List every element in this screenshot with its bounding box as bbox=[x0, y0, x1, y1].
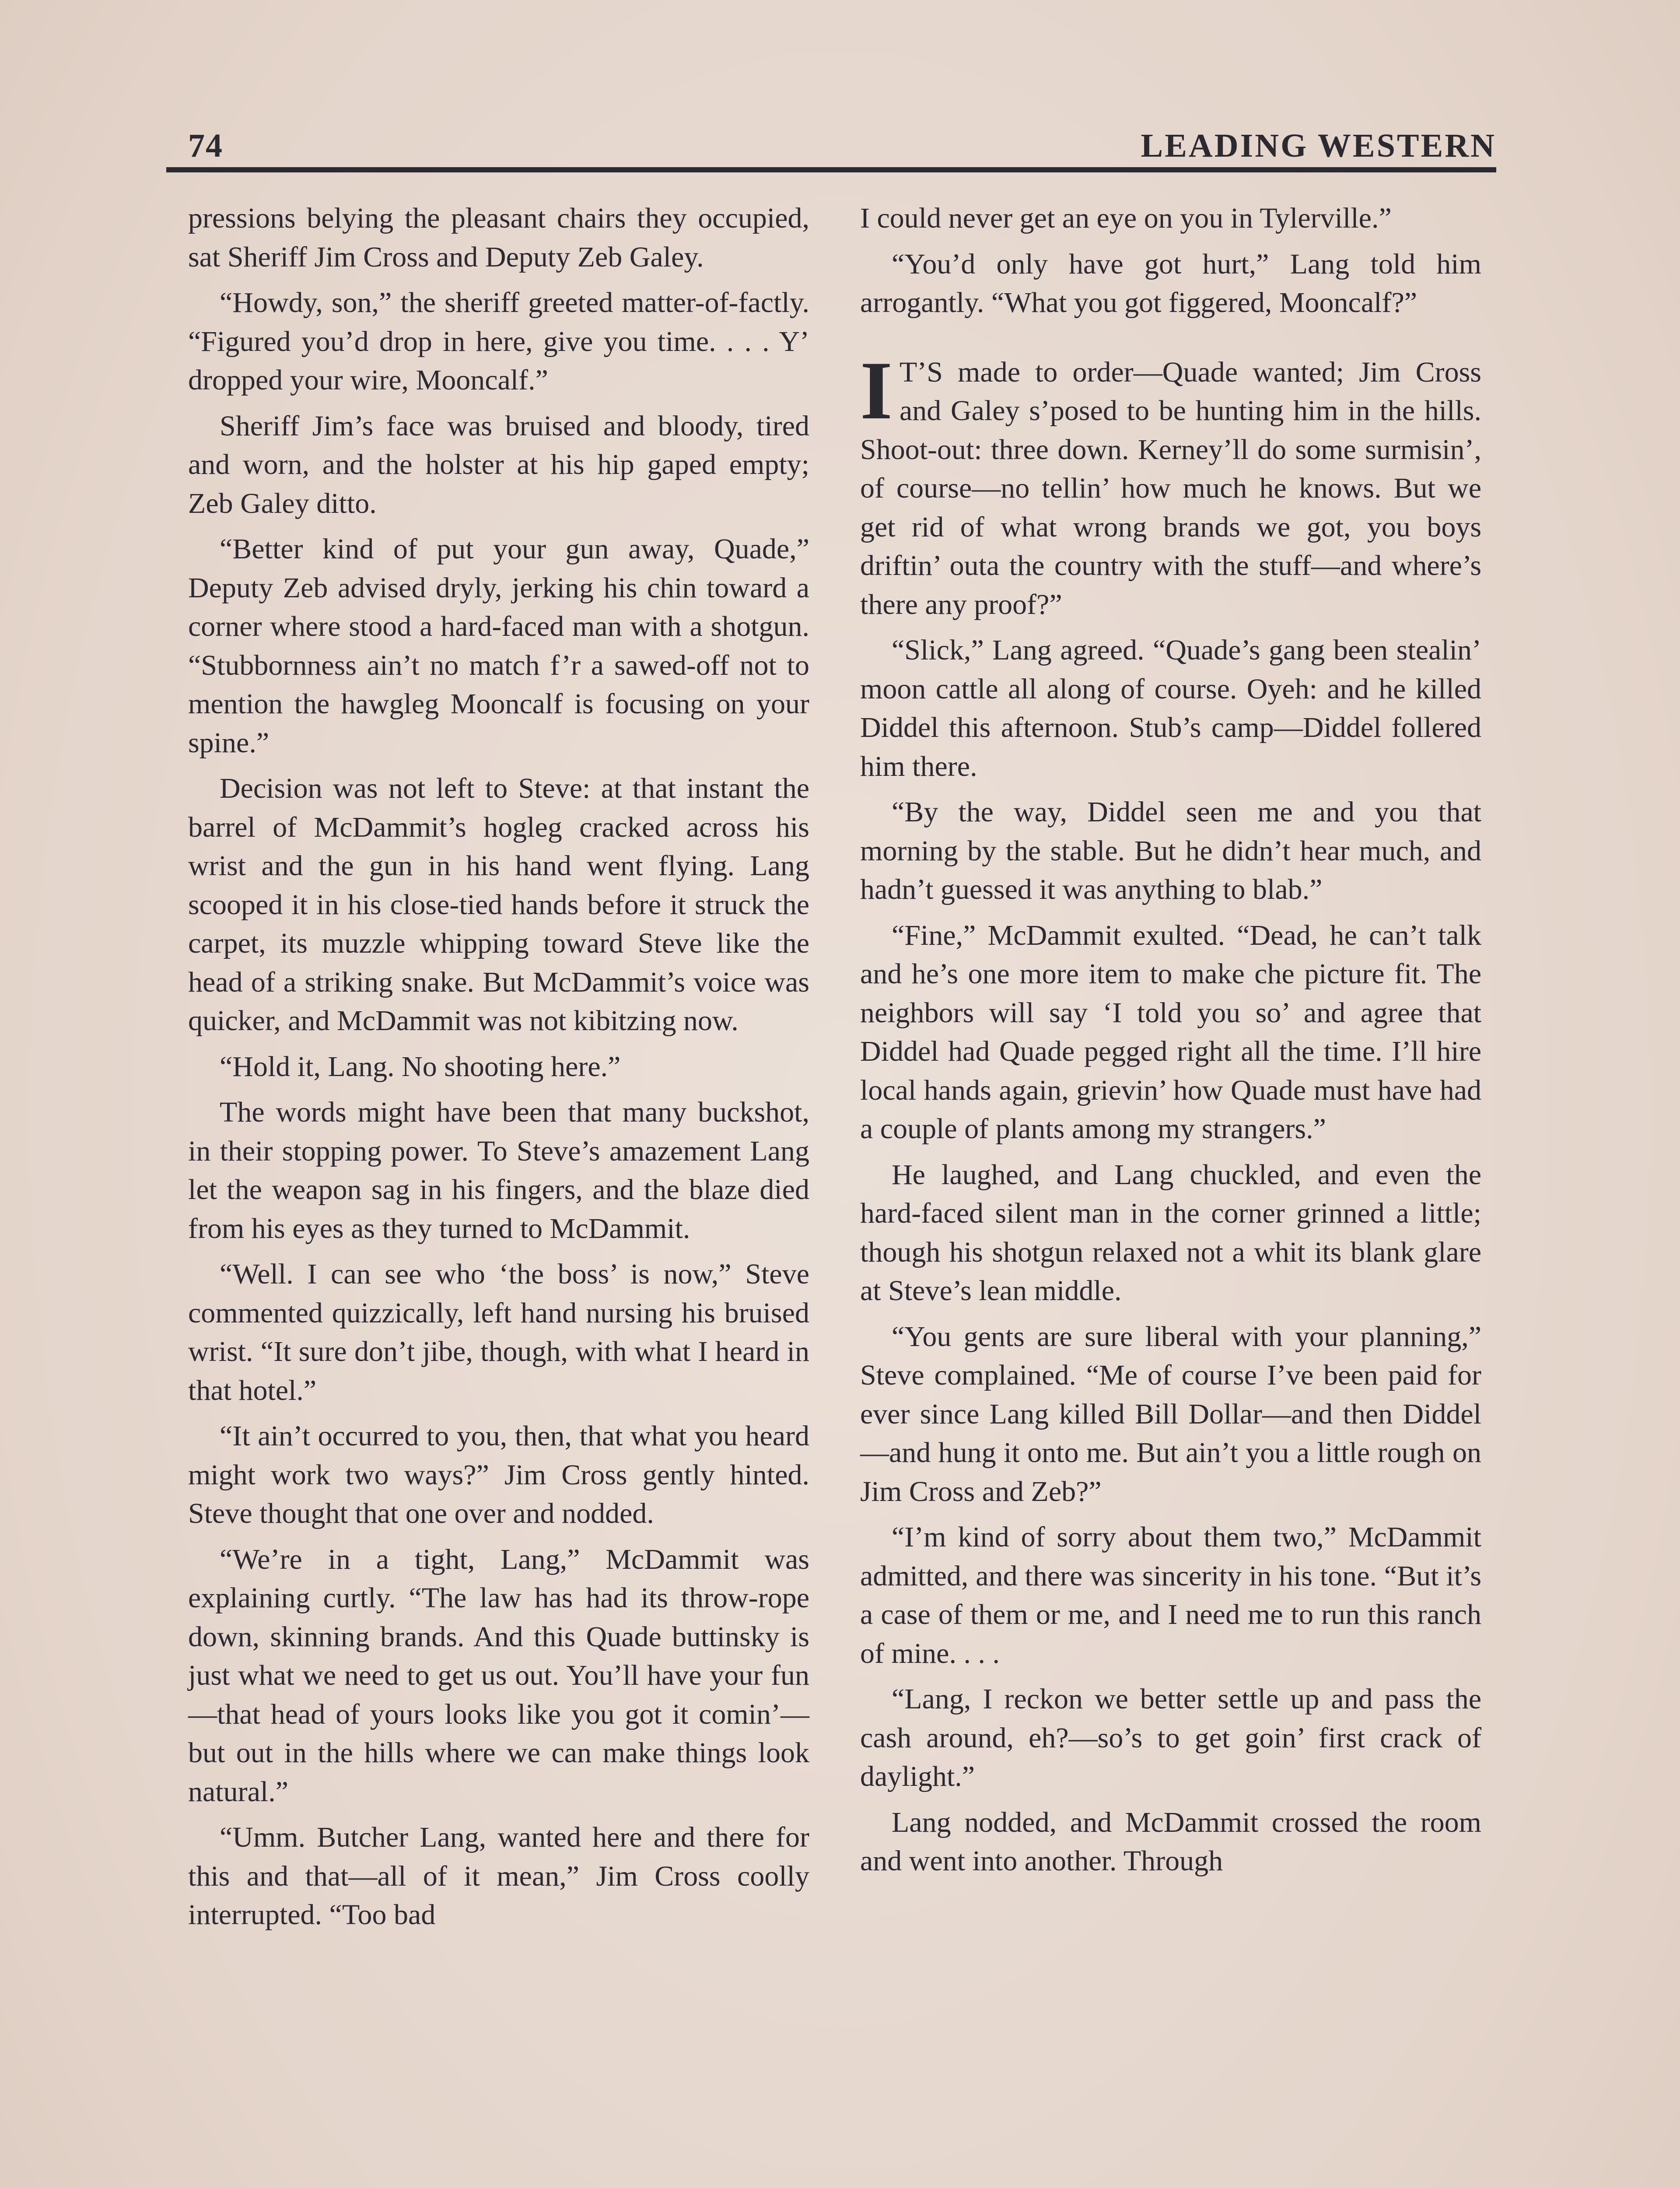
paragraph: Sheriff Jim’s face was bruised and bloody, tired and worn, and the holster at his hip gaped empty; Zeb Galey ditto. bbox=[188, 410, 809, 519]
paragraph: “Hold it, Lang. No shooting here.” bbox=[220, 1050, 621, 1083]
paragraph: Decision was not left to Steve: at that instant the barrel of McDammit’s hogleg cracked across his wrist and the gun in his hand went flying. Lang scooped it in his close-tied hands before it struck the carpet, its muzzle whipping toward Steve like the head of a striking snake. But McDammit’s voice was quicker, and McDammit was not kibitzing now. bbox=[188, 772, 809, 1037]
section-opening-text: T’S made to order—Quade wanted; Jim Cross and Galey s’posed to be hunting him in the hills. Shoot-out: three down. Kerney’ll do some surmisin’, of course—no tellin’ how much he knows. But we get rid of what wrong brands we got, you boys driftin’ outa the country with the stuff—and where’s there any proof?” bbox=[860, 356, 1481, 621]
paragraph: “Lang, I reckon we better settle up and pass the cash around, eh?—so’s to get goin’ first crack of daylight.” bbox=[860, 1683, 1481, 1792]
paragraph: “Better kind of put your gun away, Quade,” Deputy Zeb advised dryly, jerking his chin toward a corner where stood a hard-faced man with a shotgun. “Stubbornness ain’t no match f’r a sawed-off not to mention the hawgleg Mooncalf is focusing on your spine.” bbox=[188, 533, 809, 759]
left-column bbox=[188, 199, 809, 1942]
paragraph: “It ain’t occurred to you, then, that what you heard might work two ways?” Jim Cross gently hinted. Steve thought that one over and nodded. bbox=[188, 1420, 809, 1529]
running-title: LEADING WESTERN bbox=[1141, 127, 1496, 164]
paragraph: “Fine,” McDammit exulted. “Dead, he can’t talk and he’s one more item to make che picture fit. The neighbors will say ‘I told you so’ and agree that Diddel had Quade pegged right all the time. I’ll hire local hands again, grievin’ how Quade must have had a couple of plants among my strangers.” bbox=[860, 919, 1481, 1145]
paragraph: “Umm. Butcher Lang, wanted here and there for this and that—all of it mean,” Jim Cross coolly interrupted. “Too bad bbox=[188, 1821, 809, 1931]
paragraph: “I’m kind of sorry about them two,” McDammit admitted, and there was sincerity in his tone. “But it’s a case of them or me, and I need me to run this ranch of mine. . . . bbox=[860, 1521, 1481, 1669]
header-rule bbox=[166, 167, 1496, 172]
drop-cap: I bbox=[860, 344, 892, 437]
right-column bbox=[860, 199, 1481, 1888]
section-opening-paragraph bbox=[860, 344, 1481, 624]
page-header bbox=[188, 127, 1496, 171]
paragraph: “Slick,” Lang agreed. “Quade’s gang been stealin’ moon cattle all along of course. Oyeh: and he killed Diddel this afternoon. Stub’s camp—Diddel follered him there. bbox=[860, 634, 1481, 782]
page-number: 74 bbox=[188, 127, 223, 164]
paragraph: Lang nodded, and McDammit crossed the room and went into another. Through bbox=[860, 1806, 1481, 1877]
paragraph: pressions belying the pleasant chairs they occupied, sat Sheriff Jim Cross and Deputy Zeb Galey. bbox=[188, 202, 809, 273]
paragraph: “Well. I can see who ‘the boss’ is now,” Steve commented quizzically, left hand nursing his bruised wrist. “It sure don’t jibe, though, with what I heard in that hotel.” bbox=[188, 1258, 809, 1406]
paragraph: “We’re in a tight, Lang,” McDammit was explaining curtly. “The law has had its throw-rope down, skinning brands. And this Quade buttinsky is just what we need to get us out. You’ll have your fun—that head of yours looks like you got it comin’—but out in the hills where we can make things look natural.” bbox=[188, 1543, 809, 1808]
paragraph: “By the way, Diddel seen me and you that morning by the stable. But he didn’t hear much, and hadn’t guessed it was anything to blab.” bbox=[860, 796, 1481, 905]
paragraph: He laughed, and Lang chuckled, and even the hard-faced silent man in the corner grinned a little; though his shotgun relaxed not a whit its blank glare at Steve’s lean middle. bbox=[860, 1158, 1481, 1307]
paragraph: “You’d only have got hurt,” Lang told him arrogantly. “What you got figgered, Mooncalf?” bbox=[860, 248, 1481, 319]
paragraph: The words might have been that many buckshot, in their stopping power. To Steve’s amazement Lang let the weapon sag in his fingers, and the blaze died from his eyes as they turned to McDammit. bbox=[188, 1096, 809, 1245]
paragraph: “You gents are sure liberal with your planning,” Steve complained. “Me of course I’ve been paid for ever since Lang killed Bill Dollar—and then Diddel—and hung it onto me. But ain’t you a little rough on Jim Cross and Zeb?” bbox=[860, 1320, 1481, 1508]
paragraph: I could never get an eye on you in Tylerville.” bbox=[860, 202, 1392, 234]
paragraph: “Howdy, son,” the sheriff greeted matter-of-factly. “Figured you’d drop in here, give you time. . . . Y’ dropped your wire, Mooncalf.” bbox=[188, 287, 809, 396]
